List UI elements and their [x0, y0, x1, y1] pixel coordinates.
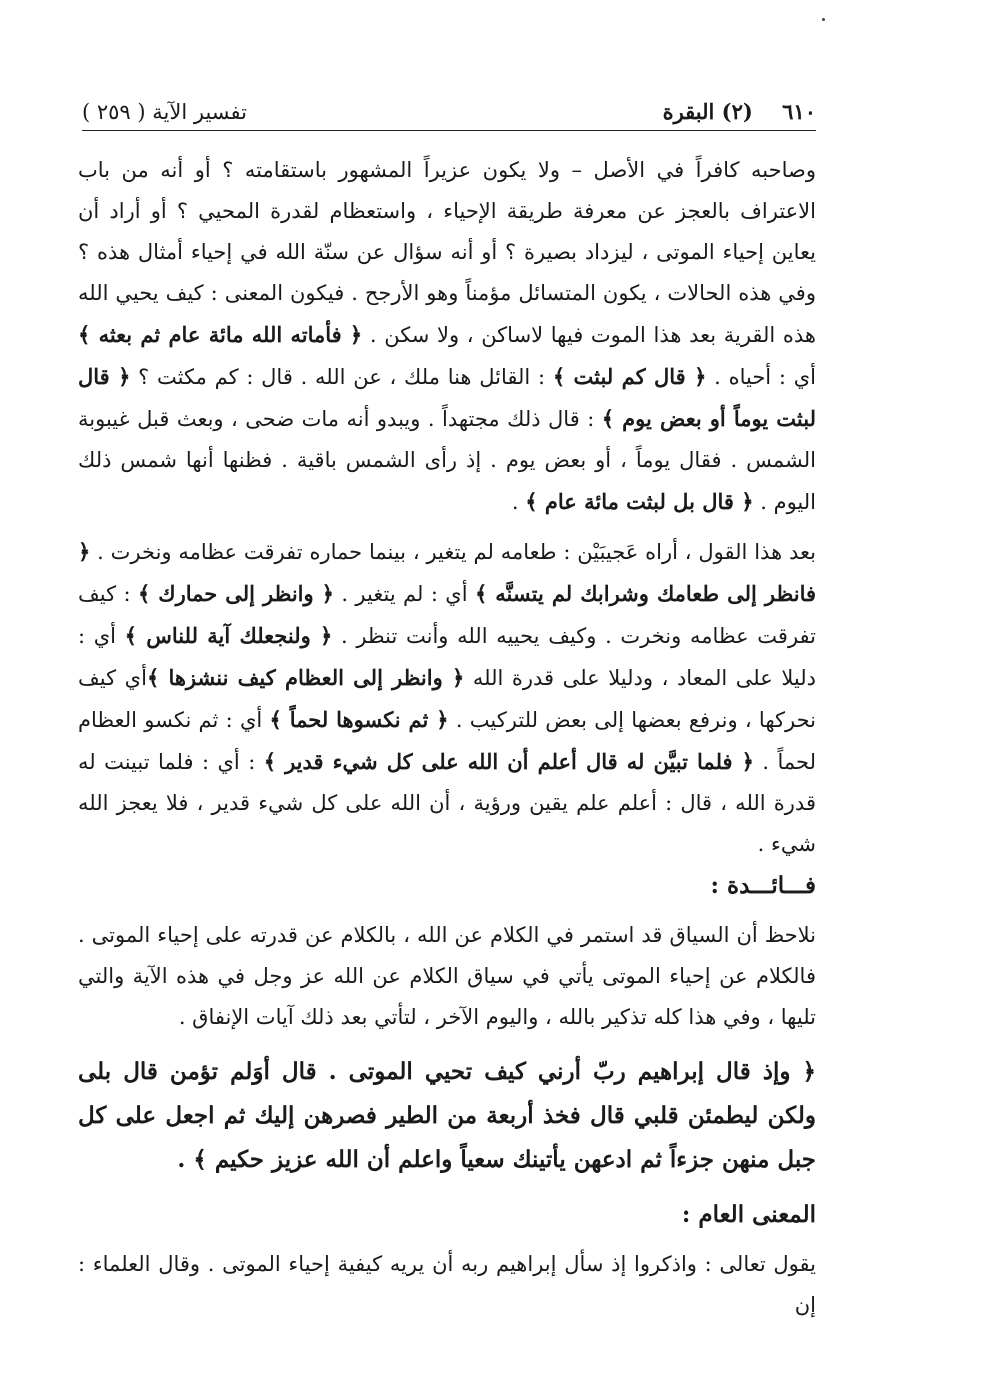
text-run: : القائل هنا ملك ، عن الله . قال : كم مكثت ؟ [130, 365, 553, 389]
text-run: أي كيف نحركها ، ونرفع بعضها إلى بعض للتركيب . [78, 666, 816, 732]
surah-title: (٢) البقرة [662, 99, 753, 124]
quran-quote: ﴿ وانظر إلى حمارك ﴾ [137, 581, 334, 606]
text-run: أي : ثم نكسو العظام لحماً . [78, 708, 816, 774]
verse-block [78, 1050, 816, 1182]
quran-quote: ﴿ ثم نكسوها لحماً ﴾ [269, 707, 449, 732]
text-run: : كيف تفرقت عظامه ونخرت . وكيف يحييه الله وأنت تنظر . [78, 582, 816, 648]
text-run: أي : أحياه . [706, 365, 817, 389]
text-run: وصاحبه كافراً في الأصل – ولا يكون عزيراً المشهور باستقامته ؟ أو أنه من باب الاعتراف بالعجز عن معرفة طريقة الإحياء ، واستعظام لقدرة المحيي ؟ أو أراد أن يعاين إحياء الموتى ، ليزداد بصيرة ؟ أو أنه سؤال عن سنّة الله في إحياء أمثال هذه ؟ وفي هذه الحالات ، يكون المتسائل مؤمناً وهو الأرجح . فيكون المعنى : كيف يحيي الله هذه القرية بعد هذا الموت فيها لاساكن ، ولا سكن . [78, 158, 817, 347]
paragraph-3 [78, 915, 816, 1038]
text-run: أي : لم يتغير . [333, 582, 475, 606]
paragraph-2 [78, 531, 816, 865]
header-right [663, 99, 816, 124]
page-number: ٦١٠ [782, 99, 816, 124]
paragraph-1 [78, 150, 816, 523]
heading-general-meaning: المعنى العام : [681, 1201, 816, 1228]
section-title: تفسير الآية ( ٢٥٩ ) [82, 100, 247, 124]
quran-quote: ﴿ فانظر إلى طعامك وشرابك لم يتسنَّه ﴾ [78, 539, 817, 606]
paragraph-4 [78, 1244, 816, 1326]
page-header [82, 90, 816, 124]
quran-quote: ﴿ قال بل لبثت مائة عام ﴾ [525, 489, 754, 514]
text-run: يقول تعالى : واذكروا إذ سأل إبراهيم ربه أن يريه كيفية إحياء الموتى . وقال العلماء : إن [78, 1252, 816, 1317]
text-run: بعد هذا القول ، أراه عَجيبَيْن : طعامه لم يتغير ، بينما حماره تفرقت عظامه ونخرت . [90, 540, 816, 564]
text-run: نلاحظ أن السياق قد استمر في الكلام عن الله ، بالكلام عن قدرته على إحياء الموتى . فالكلام عن إحياء الموتى يأتي في سياق الكلام عن الله عز وجل في هذه الآية والتي تليها ، وفي هذا كله تذكير بالله ، واليوم الآخر ، لتأتي بعد ذلك آيات الإنفاق . [78, 923, 816, 1029]
page-body [78, 150, 816, 1326]
quran-quote: ﴿ وإذ قال إبراهيم ربّ أرني كيف تحيي الموتى . قال أوَلم تؤمن قال بلى ولكن ليطمئن قلبي قال فخذ أربعة من الطير فصرهن إليك ثم اجعل على كل جبل منهن جزءاً ثم ادعهن يأتينك سعياً واعلم أن الله عزيز حكيم ﴾ . [78, 1058, 816, 1173]
quran-quote: ﴿ فأماته الله مائة عام ثم بعثه ﴾ [78, 322, 363, 347]
scan-speck [822, 18, 825, 21]
text-run: : قال ذلك مجتهداً . ويبدو أنه مات ضحى ، وبعث قبل غيبوبة الشمس . فقال يوماً ، أو بعض يوم . إذ رأى الشمس باقية . فظنها أنها شمس ذلك اليوم . [78, 407, 816, 514]
quran-quote: ﴿ وانظر إلى العظام كيف ننشزها ﴾ [146, 665, 465, 690]
quran-quote: ﴿ قال كم لبثت ﴾ [552, 364, 707, 389]
text-run: . [511, 490, 526, 514]
text-run: : أي : فلما تبينت له قدرة الله ، قال : أعلم علم يقين ورؤية ، أن الله على كل شيء قدير ، فلا يعجز الله شيء . [78, 750, 816, 856]
quran-quote: ﴿ قال لبثت يوماً أو بعض يوم ﴾ [78, 364, 816, 431]
quran-quote: ﴿ ولنجعلك آية للناس ﴾ [124, 623, 333, 648]
text-run: أي : دليلا على المعاد ، ودليلا على قدرة الله [78, 624, 816, 690]
quran-quote: ﴿ فلما تبيَّن له قال أعلم أن الله على كل شيء قدير ﴾ [263, 749, 754, 774]
header-rule [82, 130, 816, 131]
heading-faida: فـــائـــدة : [710, 872, 816, 899]
